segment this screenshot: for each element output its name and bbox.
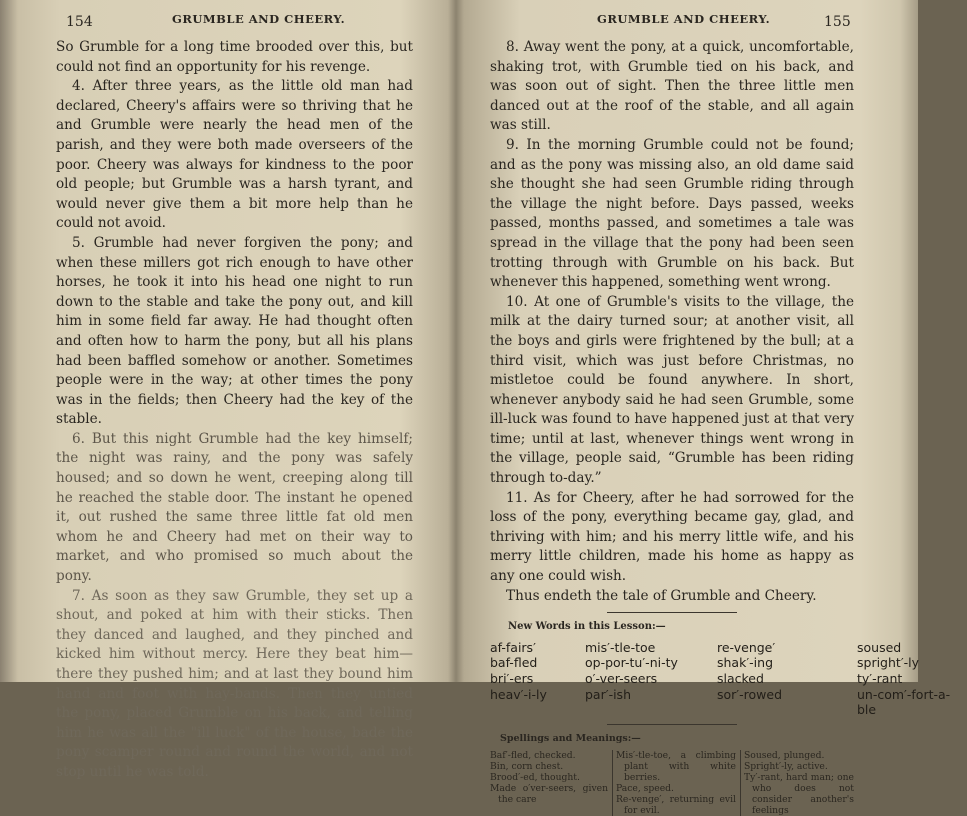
paragraph: 9. In the morning Grumble could not be found; and as the pony was missing also, an old dame said she thought she had seen Grumble riding through the village the night before. Days passed, weeks passed, months passed, and sometimes a tale was spread in the village that the pony had been seen trotting through with Grumble on his back. But whenever this happened, something went wrong. [490,136,854,291]
new-word: ty′-rant [857,671,903,686]
spelling-entry: Made o′ver-seers, given the care [490,783,608,806]
new-words-grid [490,639,951,718]
divider [607,724,737,725]
new-word: mis′-tle-toe [585,639,656,655]
paragraph: 11. As for Cheery, after he had sorrowed for the loss of the pony, everything became gay, glad, and thriving with him; and his merry little wife, and his merry little children, made his home as happy as any one could wish. [490,489,854,585]
spellings-grid [490,750,854,816]
spelling-entry: Baf′-fled, checked. [490,750,576,762]
spellings-column [490,750,612,816]
new-word: op-por-tu′-ni-ty [585,655,678,671]
new-word: re-venge′ [717,639,776,655]
new-word: soused [857,639,902,655]
new-word: bri′-ers [490,671,534,686]
left-body-text [56,38,413,783]
spelling-entry: Pace, speed. [616,783,674,795]
page-number: 154 [66,14,93,30]
paragraph: 8. Away went the pony, at a quick, uncomfortable, shaking trot, with Grumble tied on his back, and was soon out of sight. Then the three little men danced out at the roof of the stable, and all again was still. [490,39,854,134]
right-body-text [490,38,951,816]
new-word: shak′-ing [717,655,774,671]
spellings-column [612,750,740,816]
divider [607,612,737,613]
new-word: par′-ish [585,686,631,702]
paragraph: 7. As soon as they saw Grumble, they set up a shout, and poked at him with their sticks. Then they danced and laughed, and they pinched and kicked him without mercy. Here they beat him—there they pushed him; and at last they bound him hand and foot with hay-bands. Then they untied the pony, placed Grumble on his back, and telling him he was all the "ill luck" of the house, bade the pony scamper round and round the world, and not stop until he was told. [56,587,413,780]
closing-line: Thus endeth the tale of Grumble and Cheery. [506,587,817,604]
paragraph: 4. After three years, as the little old man had declared, Cheery's affairs were so thriving that he and Grumble were nearly the head men of the parish, and they were both made overseers of the poor. Cheery was always for kindness to the poor old people; but Grumble was a harsh tyrant, and would never give them a bit more help than he could not avoid. [56,78,413,232]
spelling-entry: Bin, corn chest. [490,761,564,773]
spelling-entry: Re-venge′, returning evil for evil. [616,794,736,816]
paragraph: 6. But this night Grumble had the key himself; the night was rainy, and the pony was safely housed; and so down he went, creeping along till he reached the stable door. The instant he opened it, out rushed the same three little fat old men whom he and Cheery had met on their way to market, and who promised so much about the pony. [56,430,413,585]
spelling-entry: Spright′-ly, active. [744,761,828,773]
paragraph: 5. Grumble had never forgiven the pony; and when these millers got rich enough to have other horses, he took it into his head one night to run down to the stable and take the pony out, and kill him in some field far away. He had thought often and often how to harm the pony, but all his plans had been baffled somehow or another. Sometimes people were in the way; at other times the pony was in the fields; then Cheery had the key of the stable. [56,234,413,428]
new-word: un-com′-fort-a-ble [857,686,951,718]
spellings-column [740,750,858,816]
running-head: GRUMBLE AND CHEERY. [597,12,771,26]
new-word: baf-fled [490,655,538,671]
spelling-entry: Brood′-ed, thought. [490,772,580,784]
left-page [0,0,455,780]
new-word: heav′-i-ly [490,686,547,702]
new-words-title: New Words in this Lesson:— [508,621,666,633]
new-word: spright′-ly [857,655,920,671]
spelling-entry: Ty′-rant, hard man; one who does not consider another's feelings [744,772,854,816]
new-word: sor′-rowed [717,686,783,702]
new-word: o′-ver-seers [585,671,658,686]
spelling-entry: Soused, plunged. [744,750,825,762]
spellings-title: Spellings and Meanings:— [500,732,641,744]
new-word: af-fairs′ [490,639,536,655]
spelling-entry: Mis′-tle-toe, a climbing plant with white berries. [616,750,736,784]
paragraph: 10. At one of Grumble's visits to the village, the milk at the dairy turned sour; at another visit, all the boys and girls were frightened by the bull; at a third visit, which was just before Christmas, no mistletoe could be found anywhere. In short, whenever anybody said he had seen Grumble, some ill-luck was found to have happened just at that very time; until at last, whenever things went wrong in the village, people said, “Grumble has been riding through to-day.” [490,293,854,487]
page-number: 155 [824,14,851,30]
running-head: GRUMBLE AND CHEERY. [172,12,346,26]
new-word: slacked [717,671,764,686]
paragraph: So Grumble for a long time brooded over this, but could not find an opportunity for his revenge. [56,39,413,75]
right-page [462,0,951,816]
